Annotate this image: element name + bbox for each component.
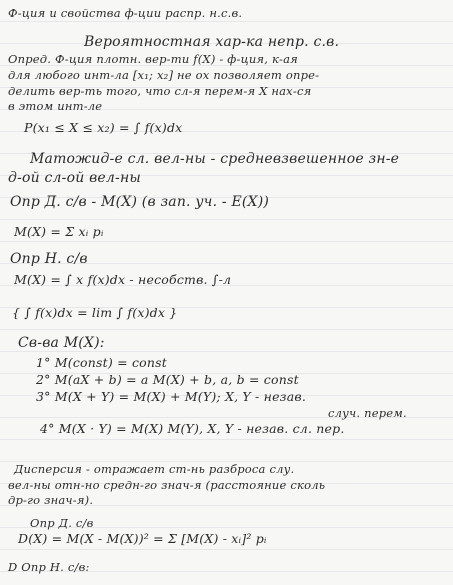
- formula-line-7: P(x₁ ≤ X ≤ x₂) = ∫ f(x)dx: [24, 120, 183, 135]
- text-line-10: Опр Д. с/в - M(X) (в зап. уч. - E(X)): [10, 194, 270, 210]
- text-line-23: др-го знач-я).: [8, 493, 94, 507]
- text-line-24: Опр Д. с/в: [30, 516, 94, 530]
- text-line-5: делить вер-ть того, что сл-я перем-я X нах-ся: [8, 84, 312, 98]
- text-line-2: Вероятностная хар-ка непр. с.в.: [84, 34, 340, 50]
- property-line-16: 1° M(const) = const: [36, 355, 167, 370]
- text-line-22: вел-ны отн-но средн-го знач-я (расстояние сколь: [8, 478, 326, 492]
- text-line-19: случ. перем.: [328, 406, 407, 420]
- text-line-21: Дисперсия - отражает ст-нь разброса слу.: [14, 462, 295, 476]
- formula-line-13: M(X) = ∫ x f(x)dx - несобств. ∫-л: [14, 272, 232, 287]
- property-line-17: 2° M(aX + b) = a M(X) + b, a, b = const: [36, 372, 299, 387]
- property-line-20: 4° M(X · Y) = M(X) M(Y), X, Y - незав. сл. пер.: [40, 421, 345, 436]
- formula-line-14: { ∫ f(x)dx = lim ∫ f(x)dx }: [12, 305, 178, 320]
- formula-line-25: D(X) = M(X - M(X))² = Σ [M(X) - xᵢ]² pᵢ: [18, 531, 267, 546]
- text-line-15: Св-ва M(X):: [18, 335, 105, 351]
- text-line-9: д-ой сл-ой вел-ны: [8, 170, 141, 186]
- property-line-18: 3° M(X + Y) = M(X) + M(Y); X, Y - незав.: [36, 389, 306, 404]
- formula-line-11: M(X) = Σ xᵢ pᵢ: [14, 224, 104, 239]
- text-line-6: в этом инт-ле: [8, 99, 103, 113]
- text-line-1: Ф-ция и свойства ф-ции распр. н.с.в.: [8, 6, 243, 20]
- text-line-26: D Опр Н. с/в:: [8, 560, 90, 574]
- text-line-12: Опр Н. с/в: [10, 251, 88, 267]
- text-line-3: Опред. Ф-ция плотн. вер-ти f(X) - ф-ция, к-ая: [8, 52, 298, 66]
- text-line-4: для любого инт-ла [x₁; x₂] не ох позволяет опре-: [8, 68, 320, 82]
- text-line-8: Матожид-е сл. вел-ны - средневзвешенное зн-е: [30, 151, 400, 167]
